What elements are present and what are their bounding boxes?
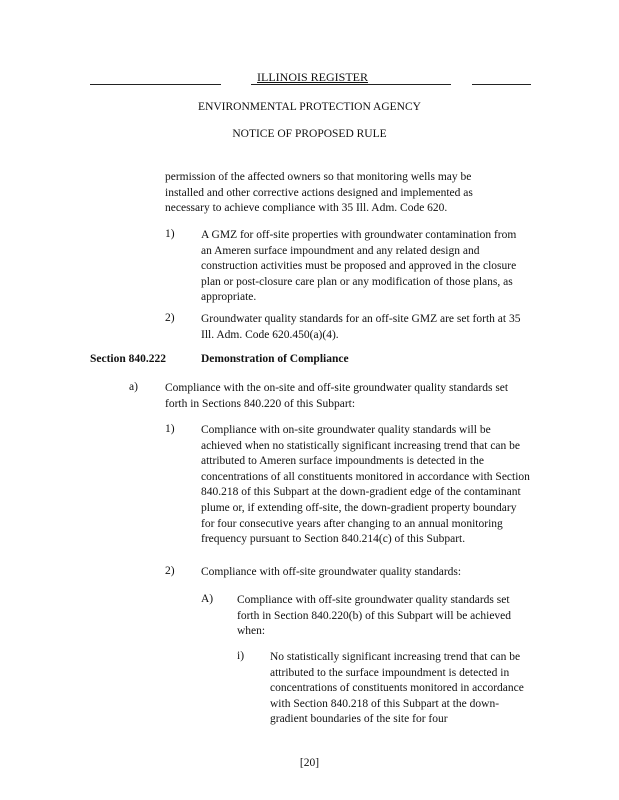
subsection-text: Compliance with off-site groundwater quality standards: (201, 566, 462, 578)
subsection-number: 1) (165, 423, 175, 435)
section-number: Section 840.222 (90, 353, 167, 365)
subsection-number: A) (201, 593, 214, 605)
subsection-text: Compliance with on-site groundwater quality standards will be achieved when no statistically significant increasing trend that can be attributed to Ameren surface impoundments is detected in the concentrations of all constituents monitored in accordance with Section 840.218 of this Subpart at the down-gradient edge of the contaminant plume or, if extending off-site, the down-gradient property boundary for four consecutive years after changing to an annual monitoring frequency pursuant to Section 840.214(c) of this Subpart. (201, 424, 530, 546)
subsection-text: Compliance with off-site groundwater quality standards set forth in Section 840.220(b) of this Subpart will be achieved when: (237, 594, 512, 638)
intro-paragraph: permission of the affected owners so that monitoring wells may be installed and other corrective actions designed and implemented as necessary to achieve compliance with 35 Ill. Adm. Code 620. (165, 171, 473, 215)
section-title: Demonstration of Compliance (201, 353, 349, 365)
agency-title: ENVIRONMENTAL PROTECTION AGENCY (198, 101, 421, 113)
header-rule-left (90, 84, 221, 85)
subsection-text: Compliance with the on-site and off-site groundwater quality standards set forth in Sections 840.220 of this Subpart: (165, 382, 509, 410)
item-text: A GMZ for off-site properties with groundwater contamination from an Ameren surface impoundment and any related design and construction activities must be proposed and approved in the closure plan or post-closure care plan or any modification of those plans, as appropriate. (201, 229, 517, 304)
item-number: 2) (165, 312, 175, 324)
subsection-text: No statistically significant increasing trend that can be attributed to the surface impoundment is detected in concentrations of constituents monitored in accordance with Section 840.218 of this Subpart at the down-gradient boundaries of the site for four (270, 651, 524, 726)
item-number: 1) (165, 228, 175, 240)
register-title: ILLINOIS REGISTER (257, 70, 368, 84)
item-text: Groundwater quality standards for an off-site GMZ are set forth at 35 Ill. Adm. Code 620.450(a)(4). (201, 313, 521, 341)
subsection-number: a) (129, 381, 138, 393)
subsection-number: i) (237, 650, 245, 662)
header-rule-right (472, 84, 531, 85)
page-number: [20] (299, 757, 320, 769)
notice-title: NOTICE OF PROPOSED RULE (232, 128, 387, 140)
subsection-number: 2) (165, 565, 175, 577)
